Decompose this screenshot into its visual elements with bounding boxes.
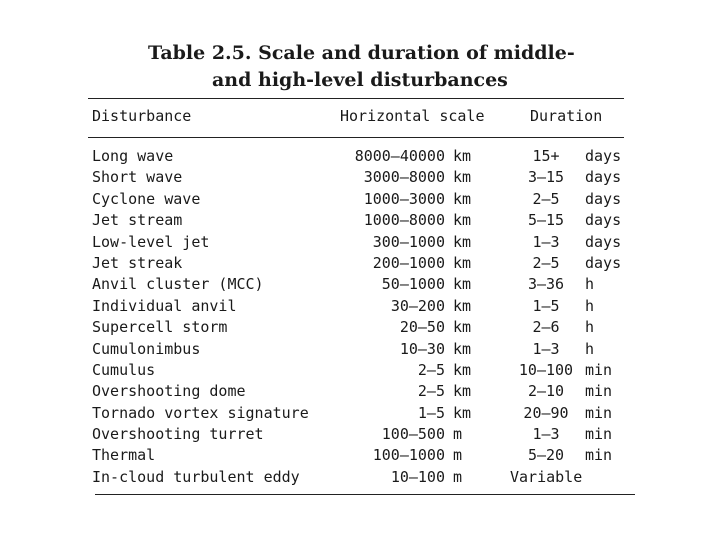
cell-disturbance: Cyclone wave xyxy=(92,189,201,208)
table-body xyxy=(0,146,720,488)
table-row xyxy=(0,189,720,210)
cell-disturbance: Anvil cluster (MCC) xyxy=(92,275,264,294)
cell-scale-unit: km xyxy=(453,382,472,401)
header-duration: Duration xyxy=(530,107,603,125)
table-row xyxy=(0,274,720,295)
cell-duration-unit: min xyxy=(585,403,613,422)
cell-scale-unit: km xyxy=(453,168,472,187)
cell-horizontal-scale: 1–5 xyxy=(417,403,445,422)
cell-duration-unit: h xyxy=(585,275,595,294)
table-row xyxy=(0,167,720,188)
table-row xyxy=(0,232,720,253)
cell-horizontal-scale: 2–5 xyxy=(417,382,445,401)
title-line-2: and high-level disturbances xyxy=(212,69,508,91)
cell-disturbance: Tornado vortex signature xyxy=(92,403,309,422)
cell-horizontal-scale: 8000–40000 xyxy=(354,147,445,165)
cell-horizontal-scale: 10–100 xyxy=(390,467,445,486)
cell-disturbance: Long wave xyxy=(92,147,174,165)
cell-duration-unit: days xyxy=(585,232,622,251)
cell-scale-unit: m xyxy=(453,425,463,444)
cell-scale-unit: m xyxy=(453,446,463,465)
header-rule xyxy=(88,137,624,138)
cell-duration-unit: days xyxy=(585,211,622,230)
title-line-1: Table 2.5. Scale and duration of middle- xyxy=(148,42,575,64)
cell-duration-unit: min xyxy=(585,425,613,444)
cell-duration: 5–15 xyxy=(527,211,565,230)
cell-duration: 15+ xyxy=(532,147,560,165)
cell-duration: Variable xyxy=(510,467,583,486)
cell-scale-unit: km xyxy=(453,318,472,337)
cell-duration-unit: h xyxy=(585,318,595,337)
cell-disturbance: Thermal xyxy=(92,446,156,465)
cell-horizontal-scale: 3000–8000 xyxy=(363,168,445,187)
cell-scale-unit: km xyxy=(453,189,472,208)
cell-disturbance: Overshooting dome xyxy=(92,382,246,401)
cell-horizontal-scale: 1000–8000 xyxy=(363,211,445,230)
cell-duration: 1–3 xyxy=(532,232,560,251)
cell-duration: 10–100 xyxy=(518,360,574,379)
table-row xyxy=(0,445,720,466)
cell-horizontal-scale: 300–1000 xyxy=(372,232,445,251)
cell-duration-unit: min xyxy=(585,382,613,401)
table-row xyxy=(0,403,720,424)
cell-horizontal-scale: 2–5 xyxy=(417,360,445,379)
header-horizontal-scale: Horizontal scale xyxy=(340,107,485,125)
cell-duration-unit: h xyxy=(585,296,595,315)
header-disturbance: Disturbance xyxy=(92,107,192,125)
cell-scale-unit: km xyxy=(453,147,472,165)
cell-duration: 2–6 xyxy=(532,318,560,337)
cell-scale-unit: km xyxy=(453,360,472,379)
cell-scale-unit: km xyxy=(453,275,472,294)
cell-duration: 3–15 xyxy=(527,168,565,187)
cell-disturbance: Jet streak xyxy=(92,253,183,272)
cell-duration-unit: days xyxy=(585,168,622,187)
cell-scale-unit: km xyxy=(453,253,472,272)
cell-horizontal-scale: 100–500 xyxy=(381,425,445,444)
cell-duration: 1–5 xyxy=(532,296,560,315)
cell-scale-unit: km xyxy=(453,403,472,422)
table-row xyxy=(0,210,720,231)
cell-duration-unit: h xyxy=(585,339,595,358)
cell-duration-unit: min xyxy=(585,360,613,379)
table-row xyxy=(0,424,720,445)
cell-scale-unit: km xyxy=(453,232,472,251)
cell-disturbance: Supercell storm xyxy=(92,318,228,337)
table-row xyxy=(0,360,720,381)
cell-horizontal-scale: 10–30 xyxy=(399,339,445,358)
cell-horizontal-scale: 20–50 xyxy=(399,318,445,337)
cell-scale-unit: km xyxy=(453,339,472,358)
cell-duration-unit: days xyxy=(585,253,622,272)
cell-duration: 2–10 xyxy=(527,382,565,401)
cell-scale-unit: km xyxy=(453,211,472,230)
cell-duration: 20–90 xyxy=(523,403,569,422)
cell-scale-unit: m xyxy=(453,467,463,486)
cell-horizontal-scale: 200–1000 xyxy=(372,253,445,272)
cell-duration: 1–3 xyxy=(532,425,560,444)
table-title xyxy=(148,40,608,94)
cell-disturbance: Cumulus xyxy=(92,360,156,379)
top-rule xyxy=(88,98,624,99)
table-row xyxy=(0,381,720,402)
cell-duration-unit: days xyxy=(585,189,622,208)
cell-disturbance: Cumulonimbus xyxy=(92,339,201,358)
cell-disturbance: Jet stream xyxy=(92,211,183,230)
cell-duration: 1–3 xyxy=(532,339,560,358)
cell-duration: 2–5 xyxy=(532,253,560,272)
cell-horizontal-scale: 1000–3000 xyxy=(363,189,445,208)
cell-duration: 3–36 xyxy=(527,275,565,294)
table-row xyxy=(0,317,720,338)
cell-disturbance: In-cloud turbulent eddy xyxy=(92,467,300,486)
table-row xyxy=(0,339,720,360)
cell-horizontal-scale: 100–1000 xyxy=(372,446,445,465)
table-row xyxy=(0,467,720,488)
cell-disturbance: Individual anvil xyxy=(92,296,237,315)
cell-horizontal-scale: 30–200 xyxy=(390,296,445,315)
bottom-rule xyxy=(95,494,635,495)
cell-duration-unit: days xyxy=(585,147,622,165)
table-row xyxy=(0,253,720,274)
cell-duration: 2–5 xyxy=(532,189,560,208)
cell-scale-unit: km xyxy=(453,296,472,315)
table-row xyxy=(0,296,720,317)
cell-duration-unit: min xyxy=(585,446,613,465)
cell-disturbance: Short wave xyxy=(92,168,183,187)
cell-horizontal-scale: 50–1000 xyxy=(381,275,445,294)
cell-duration: 5–20 xyxy=(527,446,565,465)
cell-disturbance: Overshooting turret xyxy=(92,425,264,444)
table-row xyxy=(0,146,720,167)
cell-disturbance: Low-level jet xyxy=(92,232,210,251)
